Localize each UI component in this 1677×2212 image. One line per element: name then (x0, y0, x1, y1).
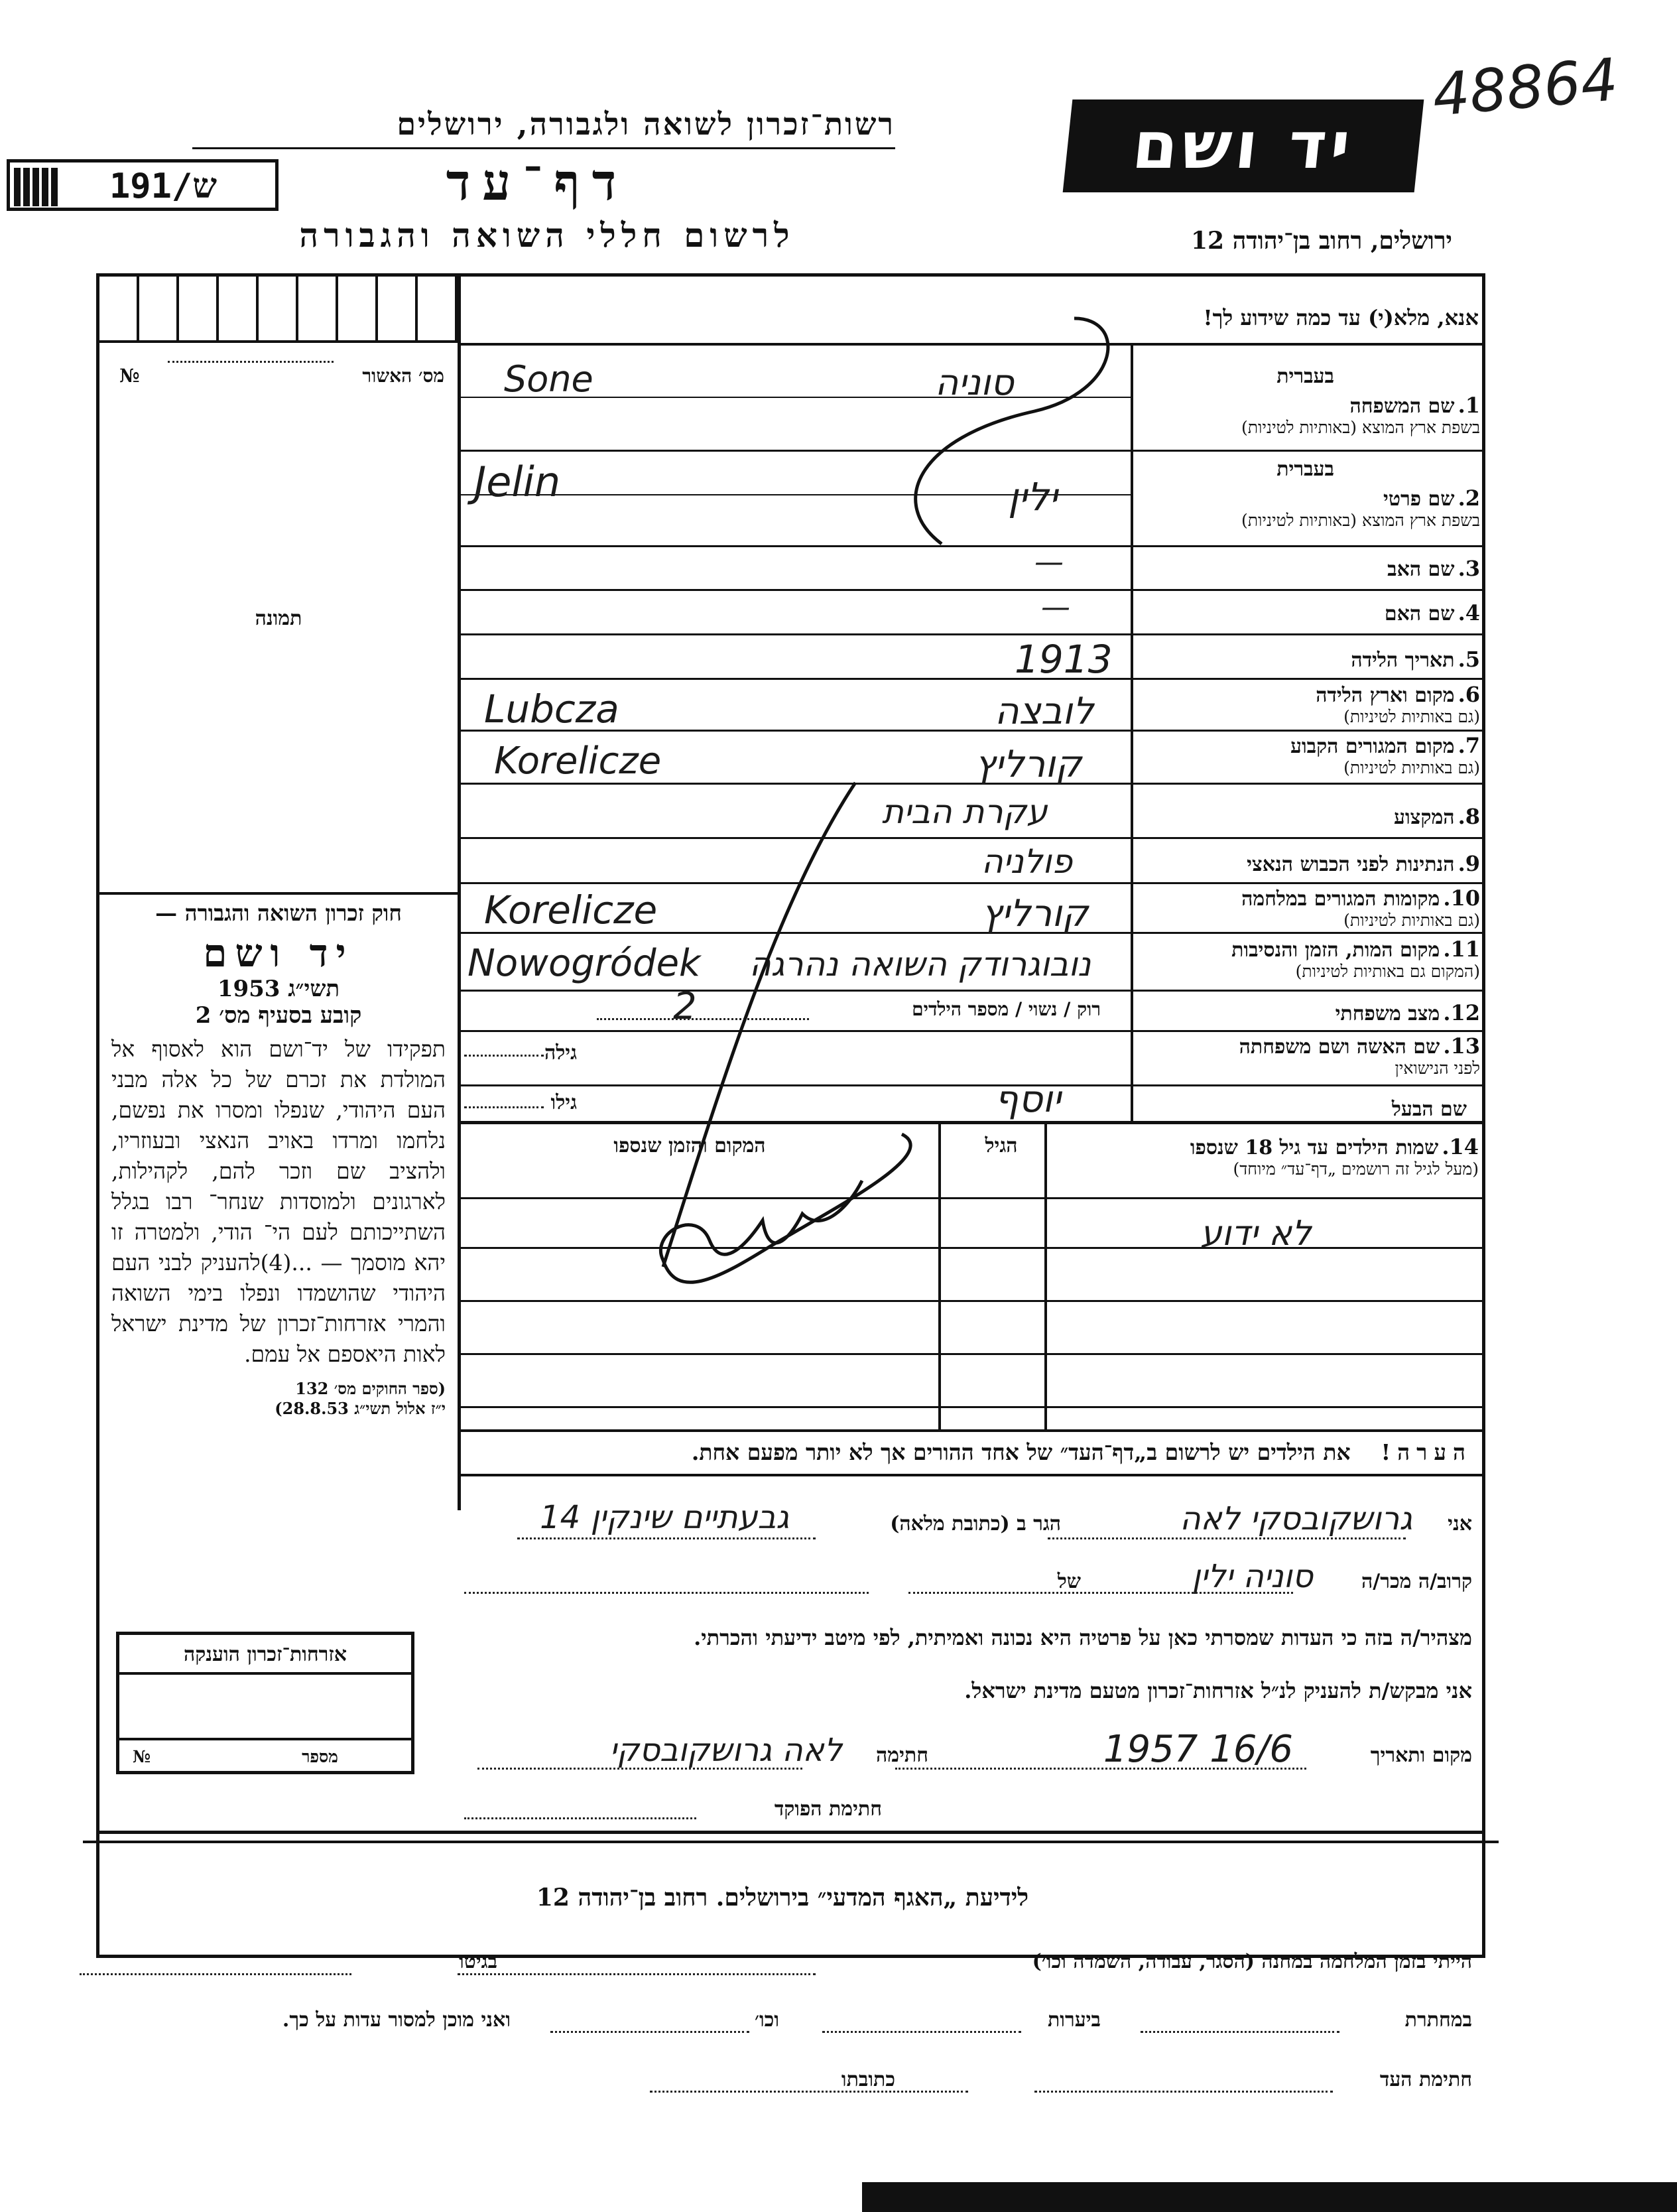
children-num: 14. (1442, 1134, 1479, 1159)
bottom-line-2 (99, 2008, 1472, 2042)
field-residence (1135, 733, 1480, 778)
intro-text: אנא, מלא(י) עד כמה שידוע לך! (1203, 305, 1479, 330)
field-surname-label: שם המשפחה (1349, 395, 1455, 418)
marital-options: רוק / נשוי / מספר הילדים (912, 998, 1101, 1020)
field-residence-num: 7. (1458, 733, 1480, 758)
field-death-num: 11. (1443, 937, 1480, 962)
field-citizenship (1135, 851, 1480, 876)
field-profession-num: 8. (1458, 804, 1480, 829)
decl-request: אני מבקש/ת להעניק לנ״ל אזרחות־זכרון מטעם מדינת ישראל. (964, 1678, 1472, 1703)
value-death-lat: Nowogródek (467, 942, 701, 985)
bottom-line-3 (99, 2068, 1472, 2101)
handwritten-ref: 48864 (1430, 44, 1621, 130)
field-firstname-label: שם פרטי (1383, 488, 1455, 511)
children-label: שמות הילדים עד גיל 18 שנספו (1190, 1136, 1439, 1159)
field-wife (1135, 1033, 1480, 1078)
field-profession (1135, 804, 1480, 829)
field-wartime-residence-label: מקומות המגורים במלחמה (1241, 887, 1440, 911)
value-surname-heb: סוניה (935, 361, 1014, 403)
husband-age-label: גילו (550, 1091, 577, 1114)
field-father-num: 3. (1458, 556, 1480, 581)
field-citizenship-num: 9. (1458, 851, 1480, 876)
bottom-l3-b: כתובתו (841, 2068, 895, 2091)
field-death (1135, 937, 1480, 982)
field-wartime-residence (1135, 885, 1480, 931)
decl-date-value: 16/6 1957 (1103, 1728, 1293, 1771)
wife-age-label: גילה (544, 1041, 577, 1065)
decl-officer-label: חתימת הפוקד (774, 1797, 882, 1821)
field-firstname-heb-tag: בעברית (1276, 458, 1334, 481)
decl-address: גבעתיים שינקין 14 (540, 1499, 789, 1536)
value-death-heb: נובוגרודק השואה נהרגה (749, 945, 1091, 984)
bottom-l1-a: הייתי בזמן המלחמה במחנה (הסגר, עבודה, השמדה וכו׳) (1032, 1950, 1472, 1973)
logo-text: יד ושם (1129, 108, 1358, 184)
bottom-l2-d: ואני מוכן למסור עדות על כך. (282, 2008, 511, 2032)
field-residence-label: מקום המגורים הקבוע (1290, 735, 1455, 758)
stamp-blocks (14, 168, 60, 206)
field-firstname-num: 2. (1458, 486, 1480, 511)
field-birthplace-label: מקום וארץ הלידה (1316, 684, 1455, 707)
field-wartime-residence-num: 10. (1443, 885, 1480, 911)
value-firstname-heb: ילין (1008, 474, 1058, 519)
bottom-l2-a: במחתרת (1404, 2008, 1472, 2032)
declaration-line-2 (464, 1558, 1472, 1602)
yad-vashem-logo (1063, 99, 1424, 192)
field-residence-sub: (גם באותיות לטיניות) (1343, 758, 1480, 777)
field-birthplace-sub: (גם באותיות לטיניות) (1343, 707, 1480, 726)
field-father (1135, 556, 1480, 581)
bottom-l2-c: וכו׳ (755, 2008, 779, 2032)
handwritten-signature-scrawl (637, 1128, 955, 1327)
law-name: יד ושם (203, 931, 354, 976)
children-col-age: הגיל (985, 1134, 1018, 1157)
note-line (464, 1433, 1472, 1474)
note-text: את הילדים יש לרשום ב„דף־העד״ של אחד ההורים אך לא יותר מפעם אחת. (691, 1439, 1351, 1465)
decl-of: של (1057, 1570, 1081, 1593)
citizenship-number-label: מספר (302, 1747, 338, 1766)
field-birthplace (1135, 682, 1480, 727)
stamp-number: 191/ש (109, 166, 217, 206)
citizenship-title: אזרחות־זכרון הוענקה (119, 1635, 411, 1675)
field-firstname (1135, 458, 1480, 531)
value-father: — (1034, 545, 1064, 579)
field-birthdate (1135, 647, 1480, 672)
children-value: לא ידוע (1200, 1214, 1312, 1254)
bottom-line-1 (99, 1950, 1472, 1983)
field-wife-num: 13. (1443, 1033, 1480, 1059)
field-father-label: שם האב (1387, 558, 1455, 581)
value-surname-lat: Sone (504, 358, 593, 400)
value-birthdate: 1913 (1015, 637, 1113, 682)
value-husband: יוסף (995, 1078, 1061, 1121)
approval-no: № (119, 365, 140, 387)
field-birthplace-num: 6. (1458, 682, 1480, 707)
note-prefix: הערה! (1381, 1439, 1472, 1465)
decl-signature-label: חתימה (876, 1744, 928, 1767)
decl-i: אני (1448, 1512, 1472, 1535)
decl-residing: הגר ב (כתובת מלאה) (890, 1512, 1061, 1535)
field-mother-label: שם האם (1384, 602, 1455, 625)
decl-relation-label: קרוב/ה מכר/ה (1361, 1570, 1472, 1593)
field-marital (1135, 1000, 1480, 1025)
citizenship-box (116, 1632, 414, 1774)
value-children-count: 2 (673, 985, 697, 1028)
value-citizenship: פולניה (981, 842, 1073, 881)
form-subtitle: לרשום חללי השואה והגבורה (299, 216, 795, 255)
stamp-number-box (7, 159, 279, 211)
field-death-sub: (המקום גם באותיות לטיניות) (1295, 962, 1480, 981)
field-marital-label: מצב משפחתי (1335, 1002, 1440, 1025)
bottom-l2-b: ביערות (1047, 2008, 1101, 2032)
field-profession-label: המקצוע (1394, 806, 1455, 829)
law-footnote-1: (ספר החוקים מס׳ 132 (295, 1379, 446, 1398)
children-header (1061, 1134, 1479, 1179)
address: ירושלים, רחוב בן־יהודה 12 (1190, 227, 1452, 255)
field-surname-heb-tag: בעברית (1276, 365, 1334, 388)
field-surname-sub: בשפת ארץ המוצא (באותיות לטיניות) (1241, 418, 1480, 437)
field-wife-sub: לפני הנישואין (1395, 1059, 1480, 1078)
declaration-line-1 (464, 1499, 1472, 1545)
field-husband-label: שם הבעל (1391, 1098, 1467, 1121)
approval-label: מס׳ האשור (362, 365, 444, 387)
value-residence-lat: Korelicze (494, 740, 662, 783)
value-wartime-lat: Korelicze (484, 887, 658, 933)
value-mother: — (1041, 590, 1070, 624)
decl-signature-value: לאה גרושקובסקי (609, 1732, 842, 1769)
bottom-l3-a: חתימת העד (1379, 2068, 1472, 2091)
law-box (99, 892, 458, 1476)
decl-place-date-label: מקום ותאריך (1370, 1744, 1472, 1767)
children-sub: (מעל לגיל זה רושמים „דף־עד״ מיוחד) (1233, 1159, 1479, 1179)
law-footnote-2: י״ז אלול תשי״ג 28.8.53) (275, 1399, 446, 1418)
org-line: רשות־זכרון לשואה ולגבורה, ירושלים (397, 106, 895, 142)
field-mother-num: 4. (1458, 600, 1480, 625)
field-birthdate-num: 5. (1458, 647, 1480, 672)
decl-relation-value: סוניה ילין (1192, 1558, 1313, 1595)
law-body: תפקידו של יד־ושם הוא לאסוף אל המולדת את זכרם של כל אלה מבני העם היהודי, שנפלו ומסרו את נפשם, נלחמו ומרדו באויב הנאצי ובעוזריו, ולהציב שם וזכר להם, לקהילות, לארגונים ולמוסדות שנחר־ רבו בגלל השתייכותם לעם הי־ הודי, ולמטרה זו יהא מוסמך — ...(4)להעניק לבני העם היהודי שהושמדו ונפלו בימי השואה והמרי אזרחות־זכרון של מדינת ישראל לאות היאספם אל עמם. (111, 1036, 446, 1367)
value-wartime-heb: קורליץ (981, 892, 1089, 935)
law-title: חוק זכרון השואה והגבורה — (155, 900, 402, 926)
law-year: תשי״ג 1953 (217, 976, 340, 1002)
decl-declarant: גרושקובסקי לאה (1180, 1500, 1412, 1537)
field-marital-num: 12. (1443, 1000, 1480, 1025)
field-citizenship-label: הנתינות לפני הכבוש הנאצי (1247, 853, 1455, 876)
decl-declare: מצהיר/ה בזה כי העדות שמסרתי כאן על פרטיה היא נכונה ואמיתית, לפי מיטב ידיעתי והכרתי. (694, 1625, 1472, 1650)
office-tick-boxes (99, 277, 458, 343)
form-title: דף־עד (446, 153, 629, 212)
field-wartime-residence-sub: (גם באותיות לטיניות) (1343, 911, 1480, 930)
field-death-label: מקום המות, הזמן והנסיבות (1231, 939, 1440, 962)
field-mother (1135, 600, 1480, 625)
value-profession: עקרת הבית (882, 793, 1048, 831)
field-firstname-sub: בשפת ארץ המוצא (באותיות לטיניות) (1241, 511, 1480, 530)
bottom-l1-b: בגיטו (458, 1950, 497, 1973)
scan-edge (862, 2182, 1677, 2212)
bottom-title: לידיעת „האגף המדעי״ בירושלים. רחוב בן־יהודה 12 (536, 1884, 1029, 1912)
field-surname (1135, 365, 1480, 438)
photo-label: תמונה (255, 607, 302, 630)
children-col-place: המקום והזמן שנספו (613, 1134, 766, 1157)
value-birthplace-heb: לובצה (995, 690, 1094, 733)
field-wife-label: שם האשה ושם משפחתה (1239, 1035, 1440, 1059)
value-firstname-lat: Jelin (474, 458, 561, 506)
law-section: קובע בסעיף מס׳ 2 (195, 1002, 362, 1029)
approval-number-label (119, 365, 444, 387)
value-residence-heb: קורליץ (975, 743, 1082, 786)
value-birthplace-lat: Lubcza (484, 686, 619, 732)
citizenship-no: № (133, 1747, 151, 1766)
field-birthdate-label: תאריך הלידה (1351, 649, 1455, 672)
field-surname-num: 1. (1458, 393, 1480, 418)
